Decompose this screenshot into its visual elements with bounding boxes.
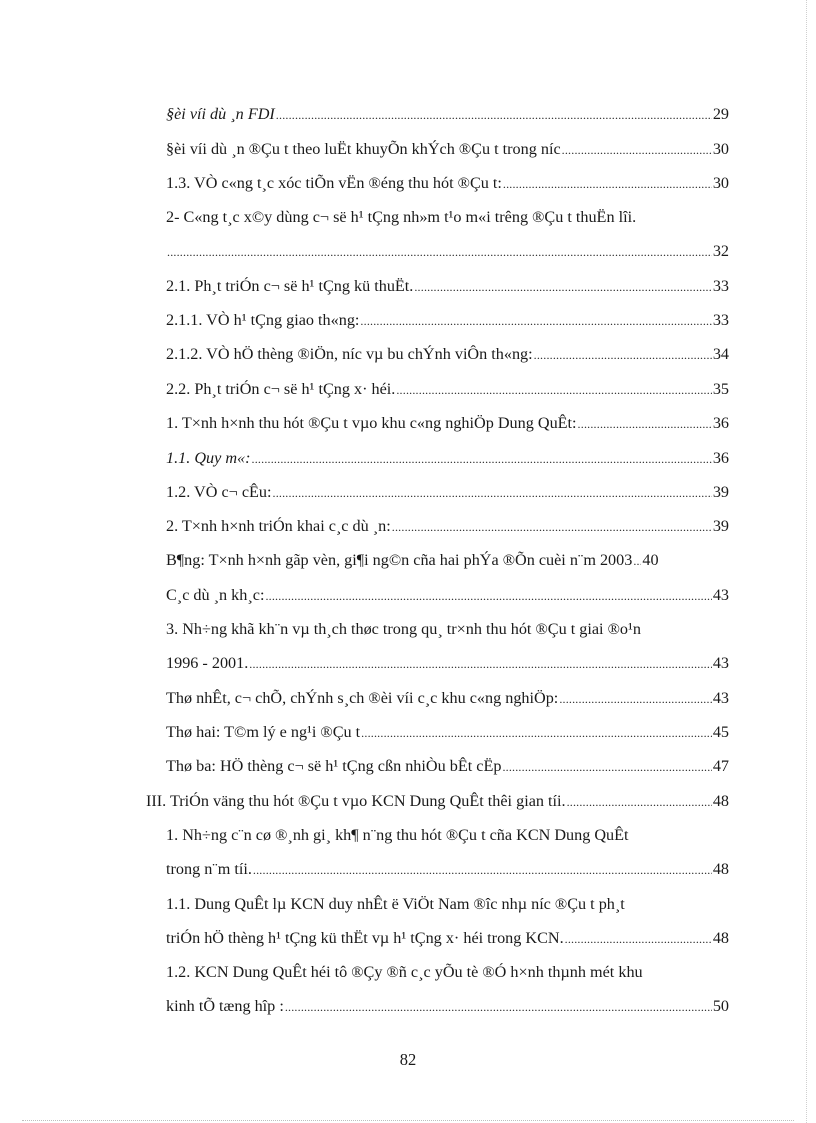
toc-entry-page: 40: [642, 551, 659, 569]
toc-entry: [166, 412, 729, 435]
toc-entry-page: 33: [712, 277, 729, 295]
toc-entry-page: 29: [712, 105, 729, 123]
toc-entry-page: 43: [712, 689, 729, 707]
toc-entry-text: 1.2. VÒ c¬ cÊu:: [166, 483, 272, 501]
toc-entry-text: 2- C«ng t¸c x©y dùng c¬ së h¹ tÇng nh»m t¹o m«i trêng ®Çu t thuËn lîi.: [166, 208, 637, 226]
toc-entry-page: 36: [712, 449, 729, 467]
toc-entry-text: trong n¨m tíi.: [166, 860, 252, 878]
toc-entry: [166, 275, 729, 298]
toc-leader-dots: [578, 413, 712, 435]
toc-entry: [146, 790, 729, 813]
toc-leader-dots: [414, 276, 711, 298]
toc-entry-text: §èi víi dù ¸n ®Çu t theo luËt khuyÕn khÝch ®Çu t trong níc: [166, 140, 561, 158]
toc-entry-text: 1. Nh÷ng c¨n cø ®¸nh gi¸ kh¶ n¨ng thu hót ®Çu t cña KCN Dung QuÊt: [166, 826, 629, 844]
toc-entry-text: 2.1. Ph¸t triÓn c¬ së h¹ tÇng kü thuËt.: [166, 277, 414, 295]
toc-entry-text: III. TriÓn väng thu hót ®Çu t vµo KCN Dung QuÊt thêi gian tíi.: [146, 792, 566, 810]
toc-entry: [166, 584, 729, 607]
toc-entry: [166, 652, 729, 675]
toc-entry-text: 1.1. Quy m«:: [166, 449, 251, 467]
toc-entry-page: 43: [712, 586, 729, 604]
toc-entry-text: Thø ba: HÖ thèng c¬ së h¹ tÇng cßn nhiÒu bÊt cËp: [166, 757, 502, 775]
toc-entry-text: triÓn hÖ thèng h¹ tÇng kü thËt vµ h¹ tÇng x· héi trong KCN.: [166, 929, 564, 947]
toc-entry: [166, 309, 729, 332]
toc-entry-page: 50: [712, 997, 729, 1015]
toc-entry-text: 1.2. KCN Dung QuÊt héi tô ®Çy ®ñ c¸c yÕu tè ®Ó h×nh thµnh mét khu: [166, 963, 643, 981]
page-number: 82: [399, 1050, 417, 1069]
toc-entry: [166, 721, 729, 744]
toc-entry-text: B¶ng: T×nh h×nh gãp vèn, gi¶i ng©n cña hai phÝa ®Õn cuèi n¨m 2003: [166, 551, 633, 569]
toc-entry-text: 3. Nh÷ng khã kh¨n vµ th¸ch thøc trong qu¸ tr×nh thu hót ®Çu t giai ®o¹n: [166, 620, 641, 638]
toc-leader-dots: [285, 996, 712, 1018]
toc-leader-dots: [565, 928, 712, 950]
toc-entry-page: 39: [712, 483, 729, 501]
toc-entry-page: 36: [712, 414, 729, 432]
toc-entry-text: 1.3. VÒ c«ng t¸c xóc tiÕn vËn ®éng thu hót ®Çu t:: [166, 174, 502, 192]
toc-leader-dots: [273, 482, 712, 504]
toc-leader-dots: [559, 688, 712, 710]
toc-entry-page: 35: [712, 380, 729, 398]
toc-leader-dots: [252, 448, 712, 470]
toc-entry-text: 1996 - 2001.: [166, 654, 249, 672]
toc-entry-page: 48: [712, 929, 729, 947]
toc-leader-dots: [562, 139, 712, 161]
toc-leader-dots: [633, 550, 641, 572]
toc-entry: [166, 206, 636, 228]
toc-entry: [166, 240, 729, 263]
toc-leader-dots: [249, 653, 712, 675]
toc-entry: [166, 961, 643, 983]
toc-entry: [166, 103, 729, 126]
toc-entry-page: 30: [712, 174, 729, 192]
toc-entry: [166, 893, 625, 915]
toc-entry: [166, 858, 729, 881]
toc-entry-text: Thø hai: T©m lý e ng¹i ®Çu t: [166, 723, 361, 741]
toc-entry-text: §èi víi dù ¸n FDI: [166, 105, 275, 123]
toc-entry-text: 1. T×nh h×nh thu hót ®Çu t vµo khu c«ng nghiÖp Dung QuÊt:: [166, 414, 577, 432]
toc-entry-page: 48: [712, 860, 729, 878]
toc-entry: [166, 687, 729, 710]
toc-leader-dots: [167, 241, 712, 263]
toc-entry-text: 2.1.2. VÒ hÖ thèng ®iÖn, níc vµ bu chÝnh viÔn th«ng:: [166, 345, 533, 363]
toc-leader-dots: [534, 344, 712, 366]
toc-entry-text: kinh tÕ tæng hîp :: [166, 997, 284, 1015]
toc-leader-dots: [265, 585, 711, 607]
toc-entry: [166, 549, 729, 572]
toc-entry-text: 2.1.1. VÒ h¹ tÇng giao th«ng:: [166, 311, 360, 329]
toc-entry-page: 47: [712, 757, 729, 775]
toc-entry-page: 45: [712, 723, 729, 741]
toc-entry-text: 1.1. Dung QuÊt lµ KCN duy nhÊt ë ViÖt Nam ®îc nhµ níc ®Çu t ph¸t: [166, 895, 625, 913]
toc-entry: [166, 481, 729, 504]
toc-entry-page: 33: [712, 311, 729, 329]
toc-entry-page: 30: [712, 140, 729, 158]
toc-leader-dots: [567, 791, 712, 813]
toc-entry: [166, 824, 629, 846]
toc-entry: [166, 447, 729, 470]
toc-entry-text: 2.2. Ph¸t triÓn c¬ së h¹ tÇng x· héi.: [166, 380, 396, 398]
toc-entry: [166, 172, 729, 195]
toc-entry-text: Thø nhÊt, c¬ chÕ, chÝnh s¸ch ®èi víi c¸c khu c«ng nghiÖp:: [166, 689, 559, 707]
toc-entry-page: 48: [712, 792, 729, 810]
toc-entry: [166, 995, 729, 1018]
toc-leader-dots: [360, 310, 711, 332]
toc-entry: [166, 343, 729, 366]
toc-entry-page: 32: [712, 242, 729, 260]
toc-leader-dots: [502, 756, 711, 778]
toc-entry-page: 43: [712, 654, 729, 672]
toc-entry: [166, 618, 641, 640]
toc-leader-dots: [396, 379, 711, 401]
toc-entry: [166, 755, 729, 778]
toc-leader-dots: [503, 173, 712, 195]
toc-entry: [166, 138, 729, 161]
toc-entry: [166, 927, 729, 950]
toc-entry-text: 2. T×nh h×nh triÓn khai c¸c dù ¸n:: [166, 517, 391, 535]
page-bottom-border: [22, 1120, 794, 1121]
toc-entry-page: 34: [712, 345, 729, 363]
toc-entry-text: C¸c dù ¸n kh¸c:: [166, 586, 265, 604]
page-right-border: [806, 0, 807, 1123]
toc-entry-page: 39: [712, 517, 729, 535]
toc-leader-dots: [253, 859, 712, 881]
toc-leader-dots: [276, 104, 712, 126]
toc-entry: [166, 378, 729, 401]
toc-leader-dots: [392, 516, 712, 538]
toc-entry: [166, 515, 729, 538]
toc-leader-dots: [361, 722, 712, 744]
